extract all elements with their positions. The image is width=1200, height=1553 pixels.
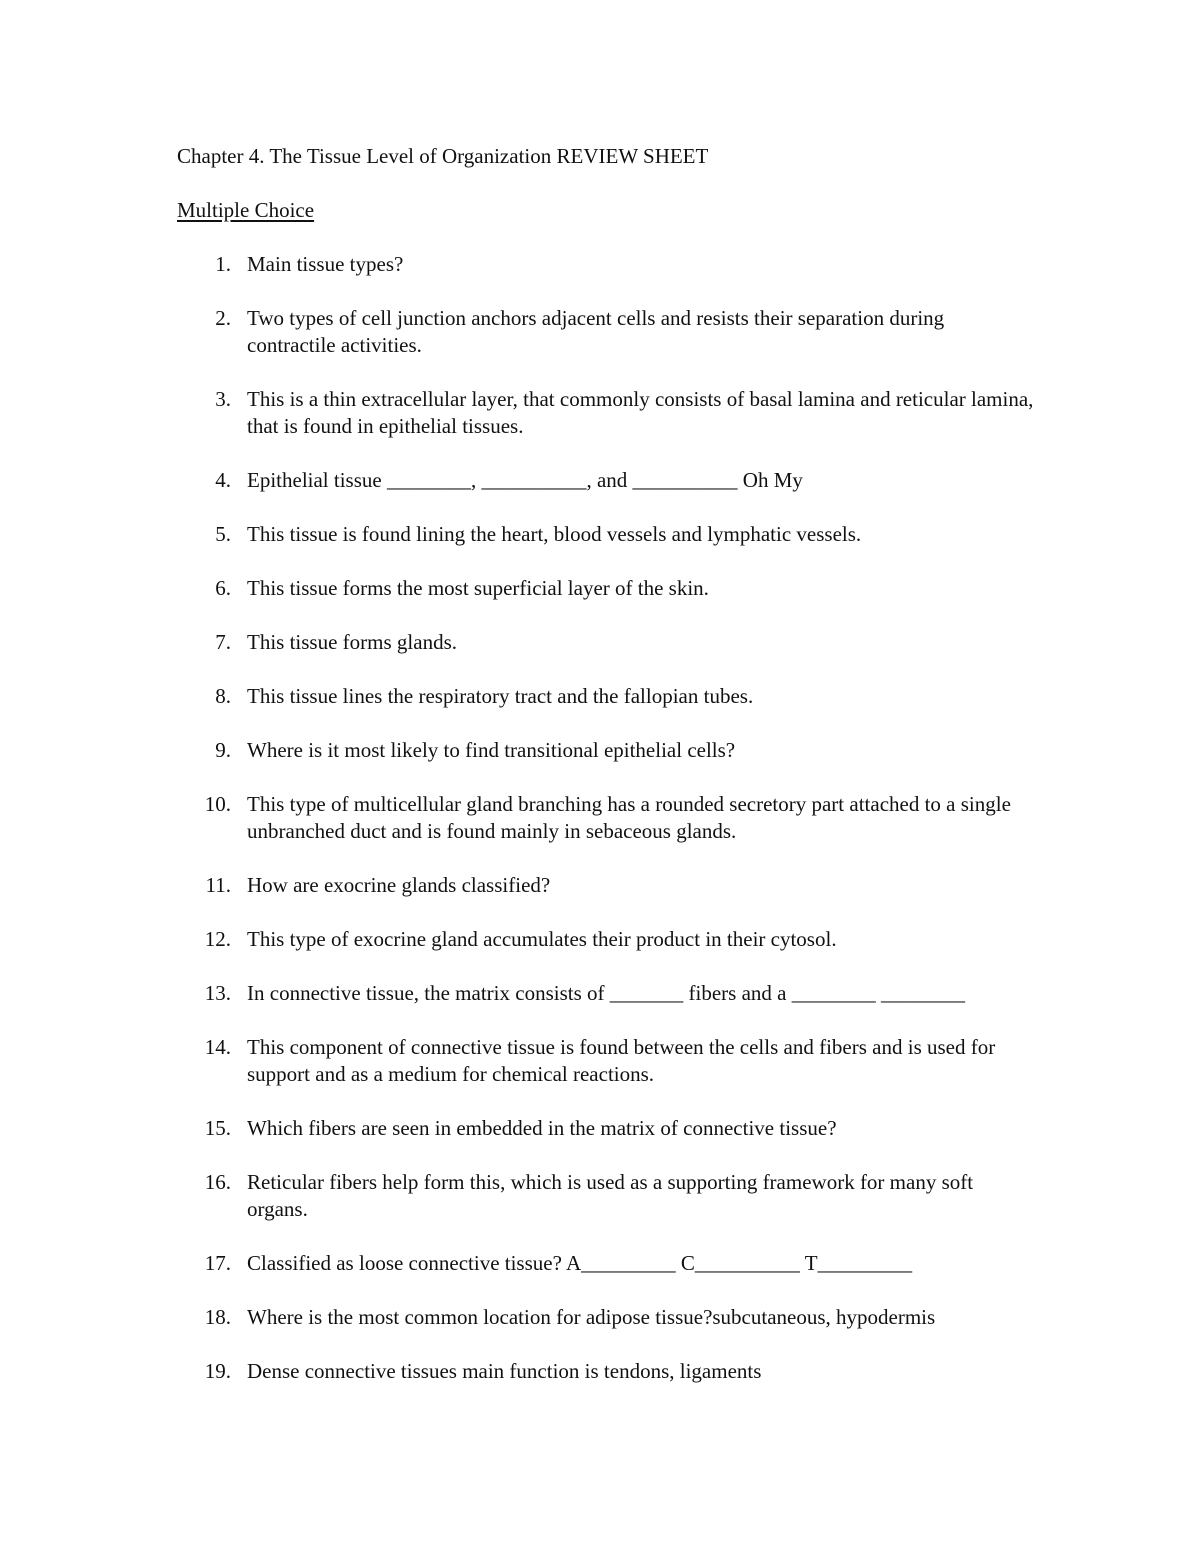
question-text: This tissue forms glands.: [247, 630, 457, 654]
question-number: 5.: [215, 522, 231, 546]
question-item: [177, 926, 1037, 953]
question-text: Dense connective tissues main function is tendons, ligaments: [247, 1359, 762, 1383]
question-number: 16.: [204, 1170, 231, 1194]
question-text: How are exocrine glands classified?: [247, 873, 551, 897]
question-item: [177, 629, 1037, 656]
question-text: Two types of cell junction anchors adjacent cells and resists their separation during contractile activities.: [247, 306, 945, 357]
question-number: 18.: [204, 1305, 231, 1329]
question-number: 10.: [204, 792, 231, 816]
question-item: [177, 737, 1037, 764]
question-text: Which fibers are seen in embedded in the matrix of connective tissue?: [247, 1116, 837, 1140]
question-item: [177, 1304, 1037, 1331]
question-text: In connective tissue, the matrix consists of _______ fibers and a ________ ________: [247, 981, 965, 1005]
question-item: [177, 467, 1037, 494]
question-item: [177, 872, 1037, 899]
question-number: 1.: [215, 252, 231, 276]
question-text: This type of multicellular gland branching has a rounded secretory part attached to a single unbranched duct and is found mainly in sebaceous glands.: [247, 792, 1011, 843]
question-number: 11.: [205, 873, 231, 897]
question-item: [177, 251, 1037, 278]
question-text: This type of exocrine gland accumulates their product in their cytosol.: [247, 927, 837, 951]
question-number: 14.: [204, 1035, 231, 1059]
question-number: 4.: [215, 468, 231, 492]
question-text: Where is the most common location for adipose tissue?subcutaneous, hypodermis: [247, 1305, 936, 1329]
question-item: [177, 980, 1037, 1007]
question-number: 2.: [215, 306, 231, 330]
question-number: 8.: [215, 684, 231, 708]
question-item: [177, 1169, 1037, 1223]
question-number: 19.: [204, 1359, 231, 1383]
question-text: This is a thin extracellular layer, that commonly consists of basal lamina and reticular lamina, that is found in epithelial tissues.: [247, 387, 1034, 438]
question-item: [177, 521, 1037, 548]
question-number: 17.: [204, 1251, 231, 1275]
question-text: Reticular fibers help form this, which is used as a supporting framework for many soft organs.: [247, 1170, 974, 1221]
question-item: [177, 386, 1037, 440]
question-item: [177, 683, 1037, 710]
question-item: [177, 575, 1037, 602]
question-number: 3.: [215, 387, 231, 411]
question-number: 7.: [215, 630, 231, 654]
page-title: Chapter 4. The Tissue Level of Organization REVIEW SHEET: [177, 144, 709, 168]
review-sheet-page: [177, 143, 1037, 1412]
question-text: This tissue lines the respiratory tract and the fallopian tubes.: [247, 684, 754, 708]
question-item: [177, 1034, 1037, 1088]
question-item: [177, 1358, 1037, 1385]
question-text: Epithelial tissue ________, __________, and __________ Oh My: [247, 468, 803, 492]
question-text: This tissue forms the most superficial layer of the skin.: [247, 576, 709, 600]
question-text: Where is it most likely to find transitional epithelial cells?: [247, 738, 736, 762]
question-item: [177, 1250, 1037, 1277]
question-number: 9.: [215, 738, 231, 762]
question-number: 12.: [204, 927, 231, 951]
question-number: 15.: [204, 1116, 231, 1140]
question-list: [177, 251, 1037, 1385]
question-item: [177, 791, 1037, 845]
question-text: This component of connective tissue is found between the cells and fibers and is used for support and as a medium for chemical reactions.: [247, 1035, 996, 1086]
question-item: [177, 1115, 1037, 1142]
question-item: [177, 305, 1037, 359]
question-text: Classified as loose connective tissue? A_________ C__________ T_________: [247, 1251, 913, 1275]
section-heading: Multiple Choice: [177, 198, 315, 222]
question-number: 6.: [215, 576, 231, 600]
question-number: 13.: [204, 981, 231, 1005]
question-text: This tissue is found lining the heart, blood vessels and lymphatic vessels.: [247, 522, 862, 546]
question-text: Main tissue types?: [247, 252, 404, 276]
